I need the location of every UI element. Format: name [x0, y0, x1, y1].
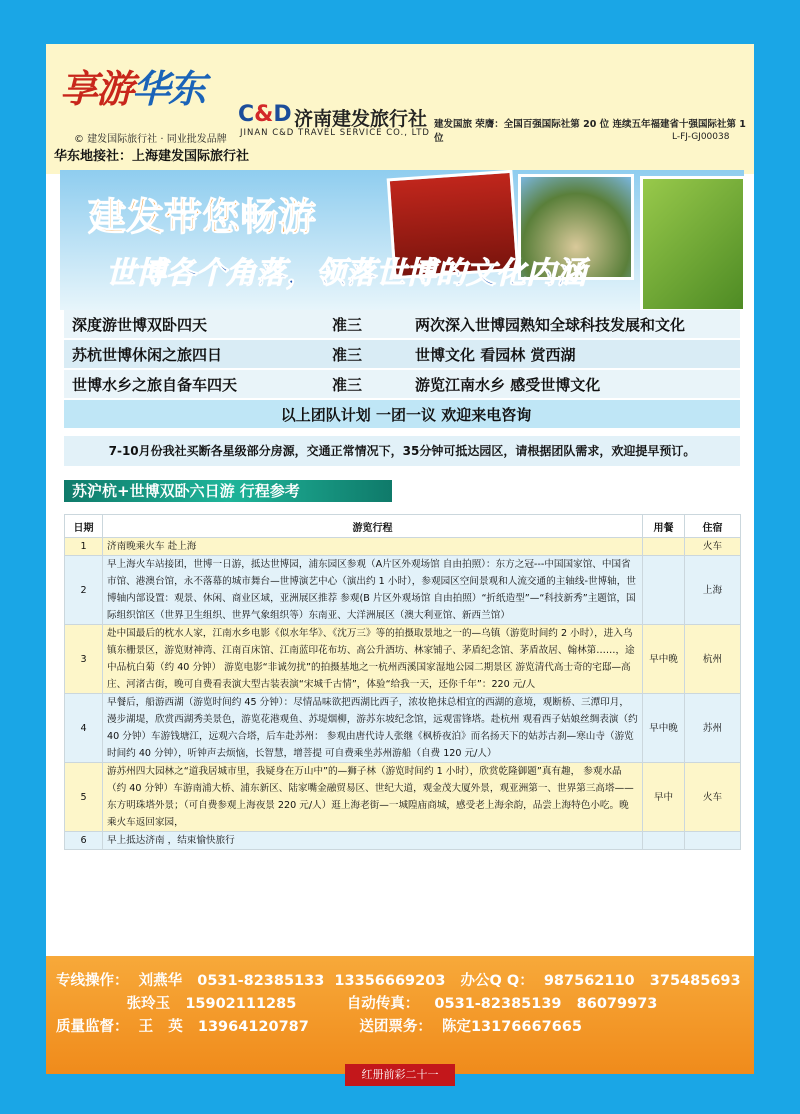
day-meal: 早中晚	[643, 694, 685, 763]
plan-level: 准三	[287, 310, 407, 339]
plans-footer-row	[64, 399, 740, 429]
contact-info	[56, 970, 741, 1039]
header	[46, 44, 754, 174]
day-meal	[643, 832, 685, 850]
brand-logo: 享游华东	[60, 67, 205, 111]
day-stay: 火车	[685, 538, 741, 556]
day-meal: 早中	[643, 763, 685, 832]
day-meal	[643, 538, 685, 556]
day-number: 3	[65, 625, 103, 694]
page-tag: 红册前彩二十一	[345, 1064, 455, 1086]
company-name: 济南建发旅行社	[294, 108, 428, 130]
day-route: 游苏州四大园林之“道我居城市里，我疑身在万山中”的—狮子林（游览时间约 1 小时），欣赏乾隆御题”真有趣， 参观水晶（约 40 分钟）车游南浦大桥、浦东新区、陆家嘴金融贸易区、世纪大道，观金茂大厦外景，观亚洲第一、世界第三高塔——东方明珠塔外景；（可自费参观上海夜景 220 元/人）逛上海老街—一城隍庙商城，感受老上海余韵，品尝上海特色小吃。晚乘火车返回家园，	[103, 763, 643, 832]
itinerary-title: 苏沪杭+世博双卧六日游 行程参考	[64, 480, 392, 502]
contact-footer	[46, 956, 754, 1074]
company-english-name: JINAN C&D TRAVEL SERVICE CO., LTD	[240, 128, 430, 138]
plan-level: 准三	[287, 369, 407, 399]
license-code: L-FJ-GJ00038	[672, 132, 730, 142]
plan-desc: 世博文化 看园林 赏西湖	[407, 339, 740, 369]
day-number: 2	[65, 556, 103, 625]
day-meal	[643, 556, 685, 625]
banner-subtitle: 世博各个角落，领落世博的文化内涵	[106, 256, 586, 291]
plan-name: 世博水乡之旅自备车四天	[64, 369, 287, 399]
plan-row	[64, 369, 740, 399]
contact-line: 质量监督： 王 英 13964120787 送团票务： 陈定13176667665	[56, 1019, 582, 1035]
day-number: 4	[65, 694, 103, 763]
day-meal: 早中晚	[643, 625, 685, 694]
plan-desc: 两次深入世博园熟知全球科技发展和文化	[407, 310, 740, 339]
promo-banner	[60, 170, 744, 310]
table-row	[65, 556, 741, 625]
plans-footer: 以上团队计划 一团一议 欢迎来电咨询	[64, 399, 740, 429]
plan-level: 准三	[287, 339, 407, 369]
day-stay: 杭州	[685, 625, 741, 694]
col-meal: 用餐	[643, 515, 685, 538]
day-route: 早上海火车站接团，世博一日游，抵达世博园，浦东园区参观（A片区外观场馆 自由拍照）：东方之冠---中国国家馆、中国省市馆、港澳台馆，永不落幕的城市舞台—世博演艺中心（演出约 1 小时），参观园区空间景观和人流交通的主轴线-世博轴，世博轴内部设置：观景、休闲、商业区域，亚洲展区推荐 参观(B 片区外观场馆 自由拍照）“折纸造型”—“科技新秀”主题馆，国际组织馆区（世界卫生组织、世界气象组织等）东南亚、大洋洲展区（澳大利亚馆、新西兰馆）	[103, 556, 643, 625]
contact-line: 专线操作： 刘燕华 0531-82385133 13356669203 办公Q Q： 987562110 375485693	[56, 973, 741, 989]
day-stay	[685, 832, 741, 850]
plan-name: 深度游世博双卧四天	[64, 310, 287, 339]
day-stay: 火车	[685, 763, 741, 832]
logo-subtitle: © 建发国际旅行社 · 同业批发品牌	[74, 134, 227, 145]
green-pavilion-photo	[640, 176, 744, 310]
local-agency: 华东地接社：上海建发国际旅行社	[54, 149, 250, 164]
col-stay: 住宿	[685, 515, 741, 538]
day-route: 早餐后，船游西湖（游览时间约 45 分钟）：尽情品味欲把西湖比西子，浓妆艳抹总相宜的西湖的意境，观断桥、三潭印月，漫步湖堤，欣赏西湖秀美景色，游览花港观鱼、苏堤烟柳，游苏东坡纪念馆，远观雷锋塔。赴杭州 观看西子姑娘丝绸表演（约 40 分钟）车游钱塘江，远观六合塔，后车赴苏州： 参观由唐代诗人张继《枫桥夜泊》而名扬天下的姑苏古刹—寒山寺（游览时间约 40 分钟），听钟声去烦恼，长智慧，增菩提 可自费乘坐苏州游船（自费 120 元/人）	[103, 694, 643, 763]
plan-row	[64, 339, 740, 369]
day-number: 5	[65, 763, 103, 832]
col-day: 日期	[65, 515, 103, 538]
table-row	[65, 538, 741, 556]
table-row	[65, 694, 741, 763]
brochure-page	[46, 44, 754, 1074]
itinerary-header-row	[65, 515, 741, 538]
booking-notice: 7-10月份我社买断各星级部分房源，交通正常情况下，35分钟可抵达园区，请根据团队需求，欢迎提早预订。	[64, 436, 740, 466]
itinerary-table	[64, 514, 741, 850]
day-stay: 苏州	[685, 694, 741, 763]
honor-text: 建发国旅 荣膺：全国百强国际社第 20 位 连续五年福建省十强国际社第 1 位	[434, 119, 746, 144]
plan-name: 苏杭世博休闲之旅四日	[64, 339, 287, 369]
plan-desc: 游览江南水乡 感受世博文化	[407, 369, 740, 399]
day-route: 早上抵达济南 ，结束愉快旅行	[103, 832, 643, 850]
contact-line: 张玲玉 15902111285 自动传真： 0531-82385139 86079973	[56, 996, 658, 1012]
plan-row	[64, 310, 740, 339]
table-row	[65, 763, 741, 832]
banner-title: 建发带您畅游	[88, 195, 317, 239]
day-number: 1	[65, 538, 103, 556]
table-row	[65, 625, 741, 694]
day-route: 济南晚乘火车 赴上海	[103, 538, 643, 556]
col-route: 游览行程	[103, 515, 643, 538]
group-plans-table	[64, 310, 740, 430]
cd-logo: C&D	[238, 102, 292, 127]
day-stay: 上海	[685, 556, 741, 625]
day-number: 6	[65, 832, 103, 850]
table-row	[65, 832, 741, 850]
day-route: 赴中国最后的枕水人家，江南水乡电影《似水年华》、《沈万三》等的拍摄取景地之一的—乌镇（游览时间约 2 小时），进入乌镇东栅景区，游览财神湾、江南百床馆、江南蓝印花布坊、高公升酒坊、林家铺子、茅盾纪念馆、茅盾故居、翰林第……，途中品杭白菊（约 40 分钟） 游览电影“非诚勿扰”的拍摄基地之一杭州西溪国家湿地公园二期景区 游览清代高士奇的宅邸—高庄、河渚古街，晚可自费看表演大型古装表演“宋城千古情”，体验“给我一天，还你千年”：220 元/人	[103, 625, 643, 694]
